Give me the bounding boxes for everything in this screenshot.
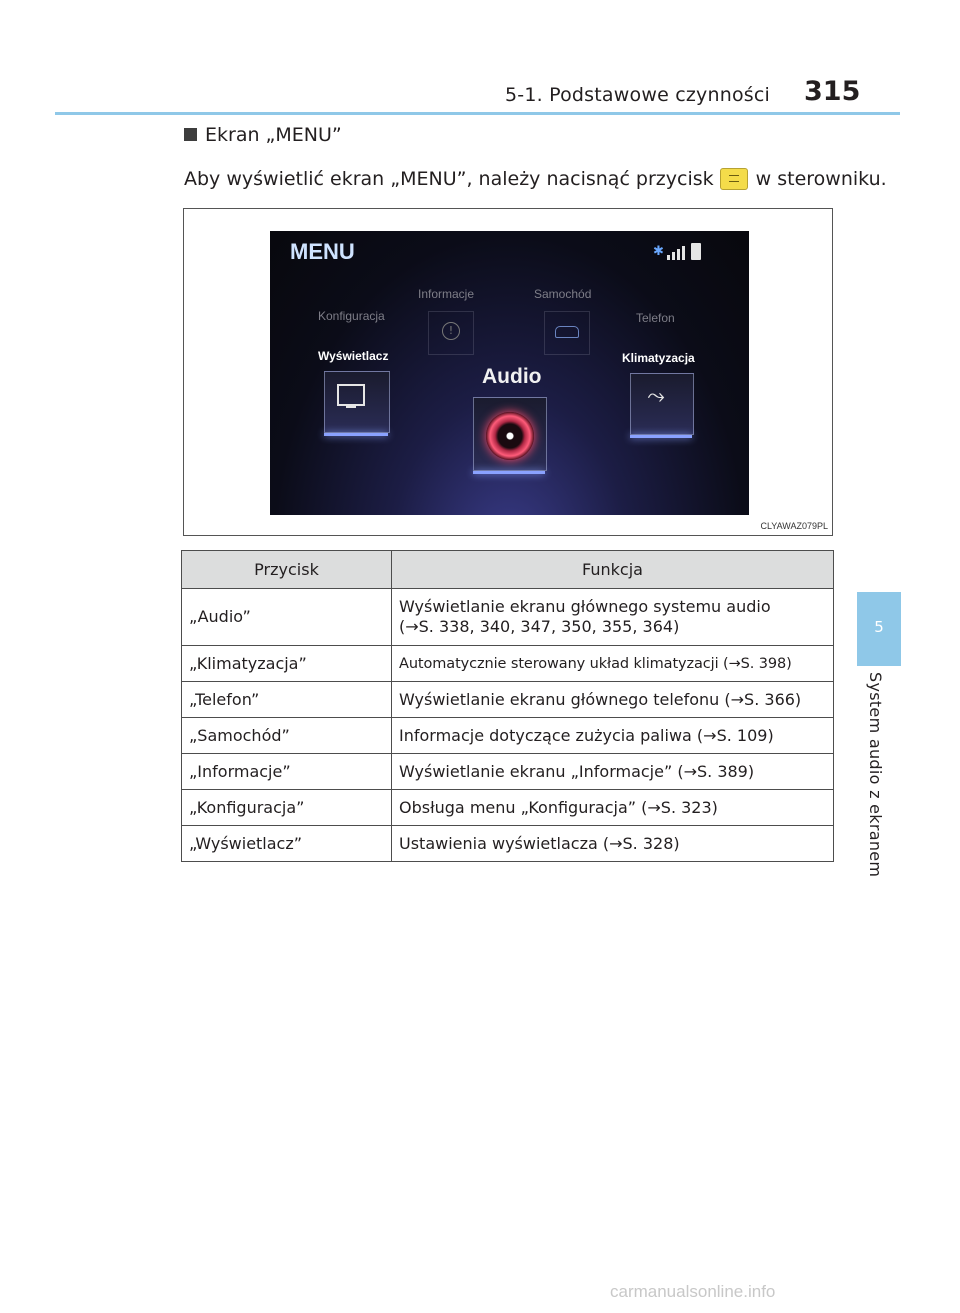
column-header-funkcja: Funkcja: [392, 551, 834, 589]
page-number: 315: [804, 76, 861, 107]
menu-item-audio-label[interactable]: Audio: [482, 365, 542, 388]
car-icon: [555, 326, 579, 338]
table-cell-function: Wyświetlanie ekranu „Informacje” (→S. 389): [392, 754, 834, 790]
intro-text-after: w sterowniku.: [755, 168, 887, 190]
table-row: [182, 718, 834, 754]
menu-item-wyswietlacz-label[interactable]: Wyświetlacz: [318, 349, 389, 363]
table-cell-button: „Konfiguracja”: [182, 790, 392, 826]
menu-screen: [270, 231, 749, 515]
menu-item-samochod-label[interactable]: Samochód: [534, 287, 592, 301]
menu-item-klimatyzacja-label[interactable]: Klimatyzacja: [622, 351, 695, 365]
seat-airflow-icon: ⤳: [647, 384, 665, 409]
table-row: [182, 589, 834, 646]
function-table: [181, 550, 834, 862]
table-row: [182, 826, 834, 862]
table-cell-function: Ustawienia wyświetlacza (→S. 328): [392, 826, 834, 862]
audio-disc-icon: [486, 412, 534, 460]
status-bar: [653, 243, 701, 260]
table-cell-function: Wyświetlanie ekranu głównego telefonu (→S. 366): [392, 682, 834, 718]
table-cell-button: „Wyświetlacz”: [182, 826, 392, 862]
watermark: carmanualsonline.info: [610, 1282, 776, 1301]
figure-code: CLYAWAZ079PL: [760, 521, 828, 531]
table-row: [182, 646, 834, 682]
section-heading: [184, 124, 342, 146]
table-cell-function: [392, 589, 834, 646]
signal-icon: [667, 244, 685, 260]
wyswietlacz-highlight-bar: [324, 433, 388, 436]
table-row: [182, 682, 834, 718]
screen-title: MENU: [290, 239, 355, 264]
chapter-tab: [857, 592, 901, 666]
battery-icon: [691, 243, 701, 260]
menu-screen-figure: [183, 208, 833, 536]
function-line-1: Wyświetlanie ekranu głównego systemu audio: [399, 597, 771, 616]
chapter-tab-number: 5: [874, 618, 884, 636]
info-icon: !: [442, 322, 460, 340]
menu-item-informacje-label[interactable]: Informacje: [418, 287, 475, 301]
header-rule: [55, 112, 900, 115]
table-cell-function: Automatycznie sterowany układ klimatyzacji (→S. 398): [392, 646, 834, 682]
audio-highlight-bar: [473, 471, 545, 474]
table-row: [182, 790, 834, 826]
table-cell-button: „Klimatyzacja”: [182, 646, 392, 682]
section-heading-text: Ekran „MENU”: [205, 124, 342, 146]
menu-item-klimatyzacja-tile[interactable]: [630, 373, 694, 435]
menu-item-wyswietlacz-tile[interactable]: [324, 371, 390, 433]
bluetooth-icon: ✱: [653, 244, 664, 259]
menu-item-samochod-tile[interactable]: [544, 311, 590, 355]
table-cell-button: „Audio”: [182, 589, 392, 646]
table-cell-function: Obsługa menu „Konfiguracja” (→S. 323): [392, 790, 834, 826]
table-header-row: [182, 551, 834, 589]
menu-item-telefon-label[interactable]: Telefon: [636, 311, 675, 325]
column-header-przycisk: Przycisk: [182, 551, 392, 589]
klimatyzacja-highlight-bar: [630, 435, 692, 438]
menu-button-icon: [720, 168, 748, 190]
table-cell-button: „Samochód”: [182, 718, 392, 754]
intro-paragraph: [184, 168, 887, 190]
table-cell-function: Informacje dotyczące zużycia paliwa (→S. 109): [392, 718, 834, 754]
table-row: [182, 754, 834, 790]
square-bullet-icon: [184, 128, 197, 141]
table-cell-button: „Informacje”: [182, 754, 392, 790]
function-line-2: (→S. 338, 340, 347, 350, 355, 364): [399, 617, 680, 636]
menu-item-informacje-tile[interactable]: [428, 311, 474, 355]
chapter-tab-text: System audio z ekranem: [866, 672, 885, 878]
menu-item-konfiguracja-label[interactable]: Konfiguracja: [318, 309, 385, 323]
menu-item-audio-tile[interactable]: [473, 397, 547, 471]
intro-text-before: Aby wyświetlić ekran „MENU”, należy nacisnąć przycisk: [184, 168, 714, 190]
table-cell-button: „Telefon”: [182, 682, 392, 718]
monitor-icon: [337, 384, 365, 406]
header-section-title: 5-1. Podstawowe czynności: [505, 84, 770, 106]
